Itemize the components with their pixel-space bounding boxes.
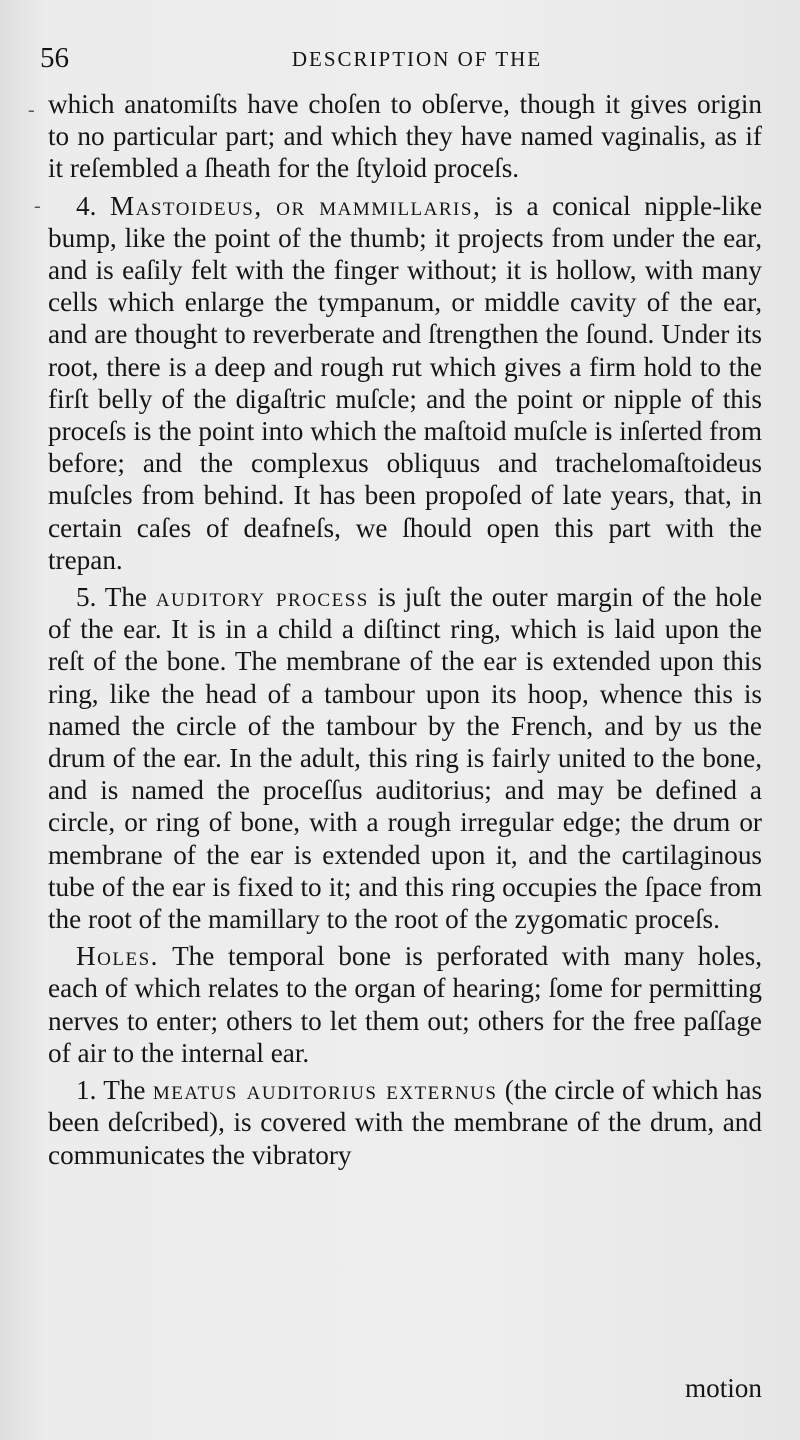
paragraph-continued bbox=[48, 88, 762, 185]
page-number: 56 bbox=[40, 42, 69, 74]
paragraph-text: is juſt the outer margin of the hole of the ear. It is in a child a diſtinct ring, which is laid upon the reſt of the bone. The membrane of the ear is extended upon this ring, like the head of a tambour upon its hoop, whence this is named the circle of the tambour by the French, and by us the drum of the ear. In the adult, this ring is fairly united to the bone, and is named the proceſſus auditorius; and may be defined a circle, or ring of bone, with a rough irregular edge; the drum or membrane of the ear is extended upon it, and the cartilaginous tube of the ear is fixed to it; and this ring occupies the ſpace from the root of the mamillary to the root of the zygomatic proceſs. bbox=[48, 582, 763, 935]
paragraph-auditory-process bbox=[48, 581, 762, 935]
margin-mark: - bbox=[28, 99, 35, 121]
paragraph-holes bbox=[48, 940, 762, 1069]
paragraph-mastoideus bbox=[48, 190, 762, 576]
term-or: or bbox=[276, 190, 306, 221]
term-mastoideus: Mastoideus, bbox=[109, 190, 263, 221]
paragraph-text: (the circle of which has been deſcribed), is covered with the membrane of the drum, and communicates the vibratory bbox=[48, 1075, 763, 1170]
paragraph-text: which anatomiſts have choſen to obſerve, though it gives origin to no particular part; and which they have named vaginalis, as if it reſembled a ſheath for the ſtyloid proceſs. bbox=[48, 89, 762, 184]
margin-mark: - bbox=[34, 195, 41, 217]
term-meatus-auditorius-externus: meatus auditorius externus bbox=[152, 1075, 498, 1106]
lead-word: The bbox=[103, 1075, 146, 1106]
term-mammillaris: mammillaris, bbox=[319, 190, 482, 221]
term-holes: Holes. bbox=[76, 941, 159, 972]
catchword: motion bbox=[684, 1373, 762, 1403]
item-number: 1. bbox=[76, 1075, 97, 1106]
item-number: 4. bbox=[76, 190, 97, 221]
paragraph-text: The temporal bone is perforated with many holes, each of which relates to the organ of hearing; ſome for permitting nerves to enter; others to let them out; others for the free paſſage of air to the internal ear. bbox=[48, 941, 762, 1068]
paragraph-meatus bbox=[48, 1074, 762, 1171]
body-text bbox=[48, 88, 762, 1171]
paragraph-text: is a conical nipple-like bump, like the point of the thumb; it projects from under the ear, and is eaſily felt with the finger without; it is hollow, with many cells which enlarge the tympanum, or middle cavity of the ear, and are thought to reverberate and ſtrengthen the ſound. Under its root, there is a deep and rough rut which gives a firm hold to the firſt belly of the digaſtric muſcle; and the point or nipple of this proceſs is the point into which the maſtoid muſcle is inſerted from before; and the complexus obliquus and trachelomaſtoideus muſcles from behind. It has been propoſed of late years, that, in certain caſes of deafneſs, we ſhould open this part with the trepan. bbox=[48, 190, 763, 575]
term-auditory-process: auditory process bbox=[155, 582, 369, 613]
page-header bbox=[40, 38, 760, 78]
lead-word: The bbox=[104, 582, 147, 613]
item-number: 5. bbox=[76, 582, 97, 613]
running-head: DESCRIPTION OF THE bbox=[291, 47, 543, 71]
